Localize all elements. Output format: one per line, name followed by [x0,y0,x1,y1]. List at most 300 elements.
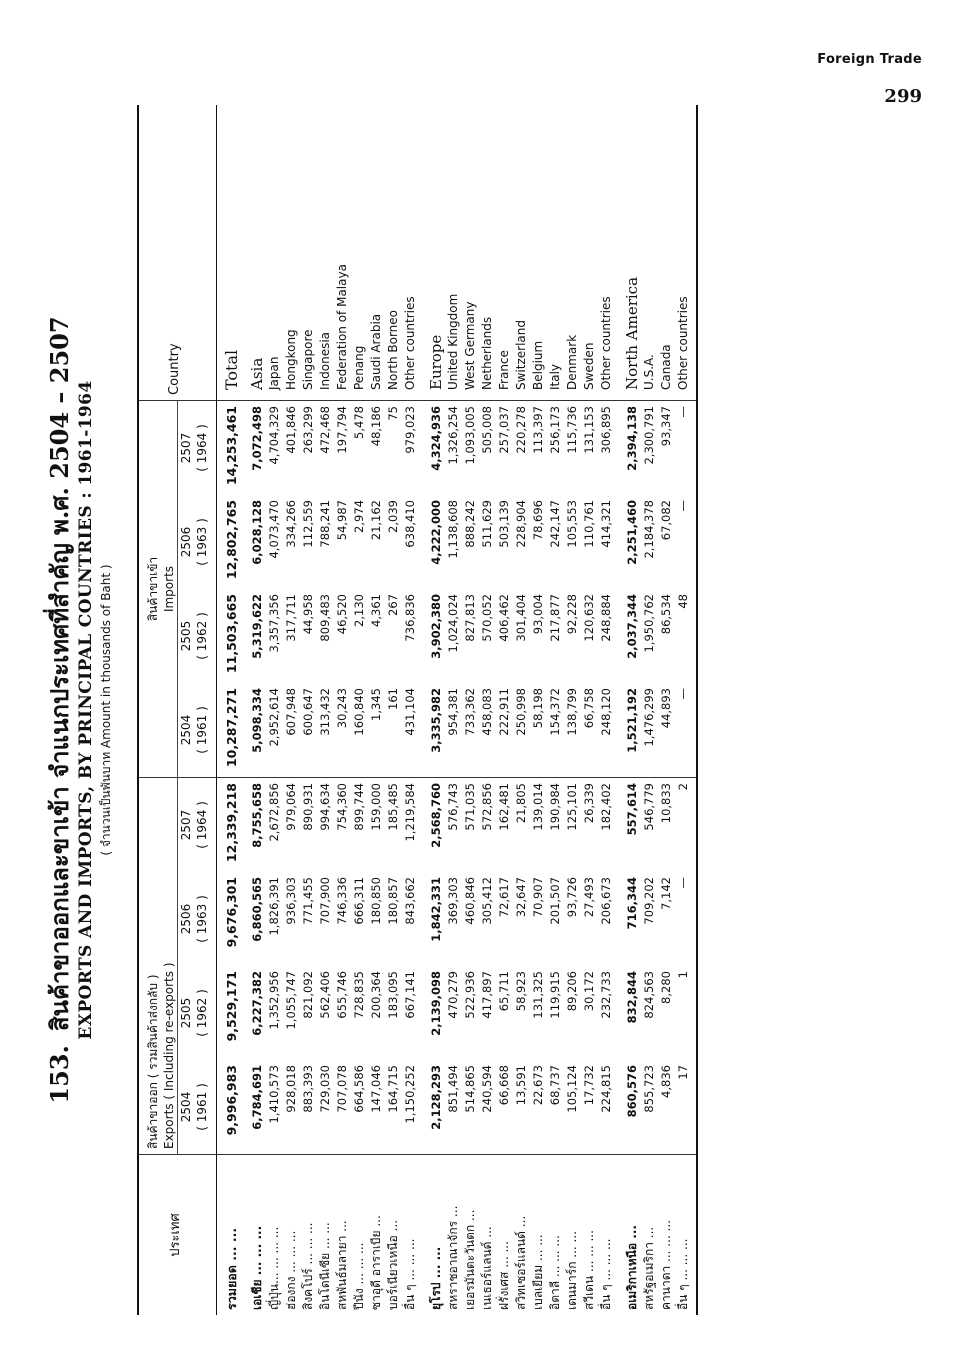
import-value: 472,468 [318,406,332,454]
import-value: 888,242 [463,500,477,548]
import-value: 14,253,461 [224,406,239,486]
export-value: 771,455 [301,877,315,925]
import-value: 3,902,380 [429,594,443,659]
import-value: 1,476,299 [641,683,658,778]
import-value: 93,347 [659,406,673,447]
export-value: 72,617 [497,877,511,918]
table-row [581,105,598,1315]
import-value: 2,952,614 [266,683,283,778]
export-value: 131,325 [531,971,545,1019]
country-thai: ซาอุดี อาราเบีย ... [369,1215,383,1310]
country-thai: ฝรั่งเศส ... ... [497,1241,511,1310]
year-ad: ( 1963 ) [194,872,217,966]
export-value: 66,668 [496,1060,513,1155]
export-value: 13,591 [513,1060,530,1155]
export-value: 572,856 [480,783,494,831]
import-value: 138,799 [564,683,581,778]
spacer-row [419,105,428,1315]
country-thai: สหรัฐอเมริกา ... [642,1226,656,1310]
country-english: Other countries [598,105,615,401]
export-value: 125,101 [565,783,579,831]
country-thai: เดนมาร์ก ... ... [565,1231,579,1310]
import-value: 313,432 [317,683,334,778]
import-value: 600,647 [300,683,317,778]
import-value: 3,335,982 [428,683,445,778]
country-thai: สหพันธ์มลายา ... [335,1220,349,1310]
import-value: 301,404 [514,594,528,642]
region-row [624,105,641,1315]
country-thai: เอเชีย ... ... ... [250,1225,264,1310]
import-value: 44,893 [658,683,675,778]
export-value: 70,907 [531,877,545,918]
import-value: 197,794 [335,406,349,454]
imports-header-en: Imports [162,565,176,613]
import-value: 1,024,024 [446,594,460,653]
export-value: 2 [675,778,697,873]
import-value: 48,186 [369,406,383,447]
import-value: 1,950,762 [642,594,656,653]
country-thai: สวีเดน ... ... ... [582,1230,596,1310]
import-value: 570,052 [480,594,494,642]
country-english: France [496,105,513,401]
import-value: 4,222,000 [429,500,443,565]
table-row [368,105,385,1315]
export-value: 17,732 [581,1060,598,1155]
import-value: 256,173 [548,406,562,454]
export-value: 93,726 [565,877,579,918]
import-value: 222,911 [496,683,513,778]
country-thai: อิตาลี ... ... ... [548,1235,562,1310]
country-english: West Germany [462,105,479,401]
export-value: 667,141 [403,971,417,1019]
table-title-english: EXPORTS AND IMPORTS, BY PRINCIPAL COUNTRIES : 1961-1964 [76,380,96,1040]
table-row [530,105,547,1315]
export-value: 979,064 [284,783,298,831]
table-row [402,105,419,1315]
import-value: 979,023 [403,406,417,454]
import-value: 2,039 [386,500,400,533]
page-number: 299 [884,86,922,107]
country-english: Netherlands [479,105,496,401]
import-value: 86,534 [659,594,673,635]
import-value: 113,397 [531,406,545,454]
country-english: Sweden [581,105,598,401]
table-row [513,105,530,1315]
import-value: 503,139 [497,500,511,548]
export-value: 206,673 [599,877,613,925]
table-body [217,105,698,1315]
import-value: 66,758 [581,683,598,778]
import-value: — [675,401,697,496]
import-value: 4,704,329 [267,406,281,465]
export-value: 824,563 [642,971,656,1019]
import-value: 67,082 [659,500,673,541]
country-thai: ญี่ปุ่น... ... ... ... [267,1226,281,1310]
import-value: 54,987 [335,500,349,541]
country-english: Switzerland [513,105,530,401]
table-row [334,105,351,1315]
country-thai: บอร์เนียวเหนือ ... [386,1219,400,1310]
import-value: 431,104 [402,683,419,778]
spacer-row [240,105,249,1315]
export-value: 139,014 [531,783,545,831]
export-value: 180,850 [369,877,383,925]
export-value: 10,833 [659,783,673,824]
export-value: 928,018 [283,1060,300,1155]
table-row [317,105,334,1315]
country-english: Belgium [530,105,547,401]
export-value: 12,339,218 [224,783,239,863]
export-value: 27,493 [582,877,596,918]
country-english: Italy [547,105,564,401]
export-value: 821,092 [301,971,315,1019]
import-value: 92,228 [565,594,579,635]
export-value: 6,227,382 [250,971,264,1036]
export-value: 65,711 [497,971,511,1012]
table-title-block [45,105,115,1315]
export-value: 182,402 [599,783,613,831]
export-value: 522,936 [463,971,477,1019]
country-thai: เนเธอร์แลนด์ ... [480,1226,494,1310]
import-value: 827,813 [463,594,477,642]
import-value: 112,559 [301,500,315,548]
import-value: 110,761 [582,500,596,548]
country-thai: คานาดา ... ... ... [659,1219,673,1310]
country-thai: อื่น ๆ ... ... ... [675,1155,697,1316]
year-be: 2504 [178,1060,195,1155]
export-value: 32,647 [514,877,528,918]
table-row [385,105,402,1315]
export-value: 860,576 [624,1060,641,1155]
import-value: 1,138,608 [446,500,460,559]
export-value: 240,594 [479,1060,496,1155]
import-value: 228,904 [514,500,528,548]
table-row [564,105,581,1315]
import-value: 250,998 [513,683,530,778]
total-row [217,105,241,1315]
year-be: 2507 [179,809,193,841]
export-value: 224,815 [598,1060,615,1155]
export-value: 17 [675,1060,697,1155]
table-title-thai [45,105,75,1315]
country-thai: รวมยอด ... ... [224,1227,239,1310]
table-row [462,105,479,1315]
import-value: 5,319,622 [250,594,264,659]
import-value: 1,521,192 [624,683,641,778]
table-row [266,105,283,1315]
export-value: 728,835 [352,971,366,1019]
export-value: 716,344 [625,877,639,930]
export-value: 843,662 [403,877,417,925]
import-value: 458,083 [479,683,496,778]
region-row [249,105,266,1315]
import-value: 401,846 [284,406,298,454]
import-value: 1,093,005 [463,406,477,465]
import-value: 220,278 [514,406,528,454]
export-value: 707,078 [334,1060,351,1155]
country-english: United Kingdom [445,105,462,401]
country-english: Federation of Malaya [334,105,351,401]
export-value: 4,836 [658,1060,675,1155]
export-value: 746,336 [335,877,349,925]
import-value: 4,324,936 [429,406,443,471]
import-value: 46,520 [335,594,349,635]
exports-header-en: Exports ( Including re-exports ) [162,962,176,1149]
import-value: 7,072,498 [250,406,264,471]
table-row [283,105,300,1315]
export-value: 851,494 [445,1060,462,1155]
import-value: 5,098,334 [249,683,266,778]
export-value: 754,360 [335,783,349,831]
import-value: 954,381 [445,683,462,778]
export-value: 305,412 [480,877,494,925]
export-value: 1,219,584 [403,783,417,842]
import-value: 1,326,254 [446,406,460,465]
export-value: 1,055,747 [284,971,298,1030]
export-value: 855,723 [641,1060,658,1155]
import-value: 2,251,460 [625,500,639,565]
import-value: — [675,495,697,589]
title-thai-text: สินค้าขาออกและขาเข้า จำแนกประเทศที่สำคัญ พ.ศ. 2504 – 2507 [45,316,74,1032]
import-value: 120,632 [582,594,596,642]
export-value: 664,586 [351,1060,368,1155]
imports-group-header [138,401,178,778]
country-thai: เยอรมันตะวันตก ... [463,1209,477,1310]
imports-header-thai: สินค้าขาเข้า [146,556,160,622]
import-value: 131,153 [582,406,596,454]
import-value: 414,321 [599,500,613,548]
export-value: 832,844 [625,971,639,1024]
year-be: 2507 [179,432,193,464]
export-value: 571,035 [463,783,477,831]
year-ad: ( 1962 ) [194,589,217,683]
country-english: Other countries [675,105,697,401]
import-value: 78,696 [531,500,545,541]
export-value: 883,393 [300,1060,317,1155]
export-value: 159,000 [369,783,383,831]
import-value: 638,410 [403,500,417,548]
import-value: 2,974 [352,500,366,533]
export-value: 6,784,691 [249,1060,266,1155]
export-value: 936,303 [284,877,298,925]
import-value: 607,948 [283,683,300,778]
year-ad: ( 1964 ) [194,778,217,873]
import-value: 4,073,470 [267,500,281,559]
country-english: Asia [249,105,266,401]
import-value: 93,004 [531,594,545,635]
section-label: Foreign Trade [817,52,922,67]
table-row [479,105,496,1315]
import-value: 115,736 [565,406,579,454]
import-value: 248,884 [599,594,613,642]
table-row [658,105,675,1315]
export-value: 8,755,658 [250,783,264,848]
export-value: 21,805 [514,783,528,824]
export-value: 185,485 [386,783,400,831]
column-header-thai-country: ประเทศ [138,1155,217,1316]
export-value: 180,857 [386,877,400,925]
country-thai: ยุโรป ... ... [429,1246,443,1310]
export-value: 26,339 [582,783,596,824]
year-ad: ( 1961 ) [194,683,217,778]
table-unit-note: ( จำนวนเป็นพันบาท Amount in thousands of Baht ) [99,564,113,856]
year-ad: ( 1964 ) [194,401,217,496]
export-value: 58,923 [514,971,528,1012]
trade-table [137,105,698,1315]
export-value: 22,673 [530,1060,547,1155]
export-value: 709,202 [642,877,656,925]
column-header-country: Country [138,105,217,401]
import-value: 44,958 [301,594,315,635]
import-value: 809,483 [318,594,332,642]
export-value: 557,614 [625,783,639,836]
year-ad: ( 1961 ) [194,1060,217,1155]
import-value: 5,478 [352,406,366,439]
export-value: 1,352,956 [267,971,281,1030]
export-value: 546,779 [642,783,656,831]
table-number: 153. [45,1045,74,1104]
import-value: 161 [385,683,402,778]
country-thai: อินโดนีเซีย ... ... [318,1222,332,1310]
import-value: 257,037 [497,406,511,454]
import-value: 3,357,356 [267,594,281,653]
year-be: 2505 [179,620,193,652]
country-english: Japan [266,105,283,401]
year-be: 2504 [178,683,195,778]
export-value: 514,865 [462,1060,479,1155]
country-english: Saudi Arabia [368,105,385,401]
import-value: 30,243 [334,683,351,778]
export-value: 1,842,331 [429,877,443,942]
export-value: 232,733 [599,971,613,1019]
export-value: 2,128,293 [428,1060,445,1155]
import-value: 12,802,765 [224,500,239,580]
year-be: 2506 [179,903,193,935]
country-thai: สิงคโปร์ ... ... ... [301,1222,315,1310]
country-thai: อื่น ๆ ... ... ... [403,1238,417,1310]
export-value: 164,715 [385,1060,402,1155]
export-value: 119,915 [548,971,562,1019]
export-value: 2,568,760 [429,783,443,848]
import-value: 306,895 [599,406,613,454]
export-value: 147,046 [368,1060,385,1155]
import-value: 154,372 [547,683,564,778]
table-row [547,105,564,1315]
export-value: 8,280 [659,971,673,1004]
export-value: — [675,872,697,966]
import-value: 6,028,128 [250,500,264,565]
country-thai: อเมริกาเหนือ ... [625,1225,639,1310]
export-value: 417,897 [480,971,494,1019]
import-value: 217,877 [548,594,562,642]
export-value: 1,150,252 [402,1060,419,1155]
country-english: Denmark [564,105,581,401]
export-value: 666,311 [352,877,366,925]
export-value: 729,030 [317,1060,334,1155]
region-row [428,105,445,1315]
export-value: 1,826,391 [267,877,281,936]
country-english: Indonesia [317,105,334,401]
country-english: North Borneo [385,105,402,401]
import-value: 511,629 [480,500,494,548]
import-value: 2,184,378 [642,500,656,559]
country-english: Europe [428,105,445,401]
export-value: 562,406 [318,971,332,1019]
import-value: 48 [675,589,697,683]
country-thai: เบลเยียม ... ... [531,1234,545,1310]
table-row [496,105,513,1315]
import-value: 248,120 [598,683,615,778]
import-value: 4,361 [369,594,383,627]
country-thai: สหราชอาณาจักร ... [446,1205,460,1310]
import-value: 2,300,791 [642,406,656,465]
exports-group-header [138,778,178,1155]
import-value: 160,840 [351,683,368,778]
import-value: 267 [386,594,400,616]
export-value: 30,172 [582,971,596,1012]
table-row [641,105,658,1315]
year-ad: ( 1963 ) [194,495,217,589]
import-value: 263,299 [301,406,315,454]
country-english: Penang [351,105,368,401]
import-value: — [675,683,697,778]
table-row [351,105,368,1315]
import-value: 58,198 [530,683,547,778]
export-value: 200,364 [369,971,383,1019]
import-value: 406,462 [497,594,511,642]
country-english: Hongkong [283,105,300,401]
import-value: 1,345 [368,683,385,778]
export-value: 470,279 [446,971,460,1019]
export-value: 183,095 [386,971,400,1019]
export-value: 2,139,098 [429,971,443,1036]
country-thai: ฮ่องกง ... ... ... [284,1230,298,1310]
export-value: 9,996,983 [217,1060,241,1155]
country-english: North America [624,105,641,401]
import-value: 2,130 [352,594,366,627]
country-english: Canada [658,105,675,401]
export-value: 890,931 [301,783,315,831]
export-value: 994,634 [318,783,332,831]
import-value: 736,836 [403,594,417,642]
export-value: 576,743 [446,783,460,831]
table-row [675,105,697,1315]
import-value: 105,553 [565,500,579,548]
exports-header-thai: สินค้าขาออก ( รวมสินค้าส่งกลับ ) [146,974,160,1149]
country-english: Other countries [402,105,419,401]
export-value: 2,672,856 [267,783,281,842]
export-value: 899,744 [352,783,366,831]
export-value: 655,746 [335,971,349,1019]
export-value: 460,846 [463,877,477,925]
export-value: 1 [675,966,697,1060]
export-value: 162,481 [497,783,511,831]
export-value: 89,206 [565,971,579,1012]
country-thai: ปีนัง ... ... ... [352,1242,366,1310]
export-value: 190,984 [548,783,562,831]
table-row [300,105,317,1315]
import-value: 334,266 [284,500,298,548]
country-english: Total [217,105,241,401]
import-value: 2,394,138 [625,406,639,471]
import-value: 317,711 [284,594,298,642]
rotated-table-page [45,105,925,1315]
country-thai: สวิทเซอร์แลนด์ ... [514,1215,528,1310]
import-value: 733,362 [462,683,479,778]
export-value: 7,142 [659,877,673,910]
import-value: 788,241 [318,500,332,548]
export-value: 9,676,301 [224,877,239,948]
